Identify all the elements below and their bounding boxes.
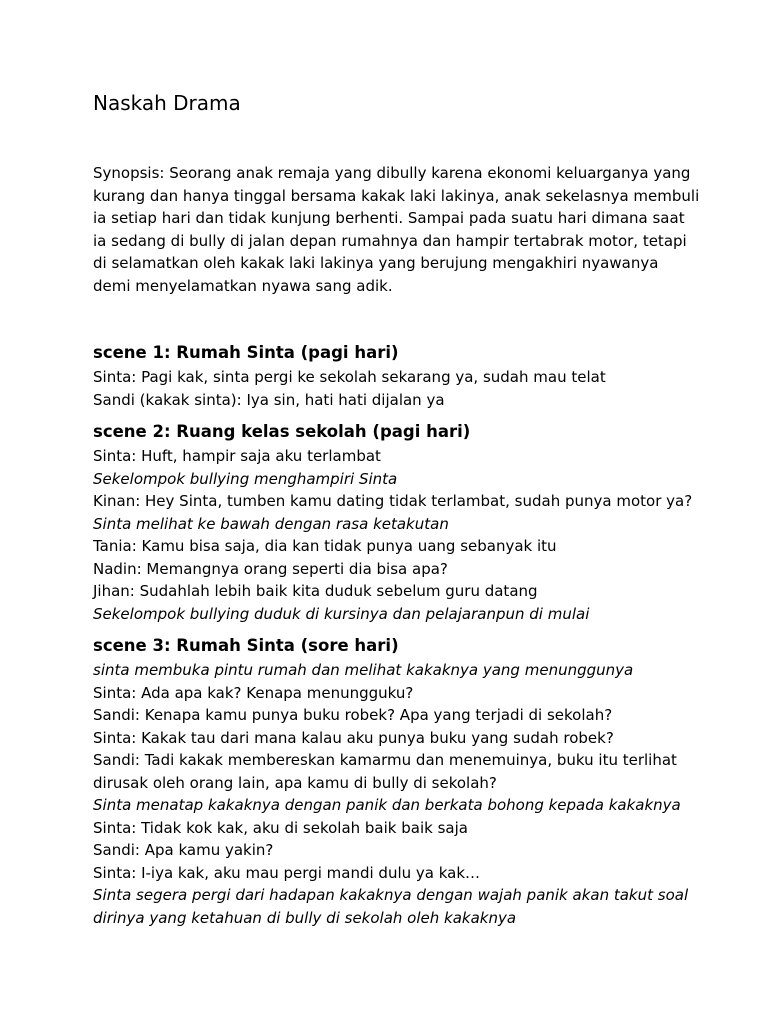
dialogue-line: Sinta: I-iya kak, aku mau pergi mandi dulu ya kak… <box>93 863 481 882</box>
dialogue-line: Sandi: Tadi kakak membereskan kamarmu dan menemuinya, buku itu terlihat <box>93 751 677 769</box>
dialogue-line: Tania: Kamu bisa saja, dia kan tidak punya uang sebanyak itu <box>93 537 557 555</box>
synopsis-line: Synopsis: Seorang anak remaja yang dibully karena ekonomi keluarganya yang <box>93 164 691 182</box>
dialogue-line: Sinta: Tidak kok kak, aku di sekolah baik baik saja <box>93 818 468 837</box>
synopsis-line: demi menyelamatkan nyawa sang adik. <box>93 276 393 295</box>
synopsis-line: kurang dan hanya tinggal bersama kakak laki lakinya, anak sekelasnya membuli <box>93 186 700 205</box>
stage-direction: sinta membuka pintu rumah dan melihat kakaknya yang menunggunya <box>93 661 634 679</box>
scene-heading: scene 2: Ruang kelas sekolah (pagi hari) <box>93 422 471 441</box>
stage-direction: Sinta menatap kakaknya dengan panik dan berkata bohong kepada kakaknya <box>93 796 681 814</box>
dialogue-line: Sinta: Ada apa kak? Kenapa menungguku? <box>93 683 414 702</box>
stage-direction: Sekelompok bullying menghampiri Sinta <box>93 469 398 488</box>
dialogue-line: Sinta: Kakak tau dari mana kalau aku punya buku yang sudah robek? <box>93 728 614 747</box>
stage-direction: Sekelompok bullying duduk di kursinya dan pelajaranpun di mulai <box>93 604 590 623</box>
stage-direction: Sinta melihat ke bawah dengan rasa ketakutan <box>93 514 449 533</box>
scene-2 <box>93 419 713 625</box>
synopsis-line: di selamatkan oleh kakak laki lakinya yang berujung mengakhiri nyawanya <box>93 254 659 272</box>
scene-heading: scene 1: Rumah Sinta (pagi hari) <box>93 343 399 362</box>
synopsis-line: ia setiap hari dan tidak kunjung berhenti. Sampai pada suatu hari dimana saat <box>93 209 685 227</box>
dialogue-line: Sinta: Pagi kak, sinta pergi ke sekolah sekarang ya, sudah mau telat <box>93 368 606 386</box>
scene-1 <box>93 340 713 411</box>
dialogue-line: Sandi: Kenapa kamu punya buku robek? Apa yang terjadi di sekolah? <box>93 706 613 724</box>
stage-direction: dirinya yang ketahuan di bully di sekolah oleh kakaknya <box>93 908 517 927</box>
dialogue-line: Kinan: Hey Sinta, tumben kamu dating tidak terlambat, sudah punya motor ya? <box>93 492 693 510</box>
dialogue-line: dirusak oleh orang lain, apa kamu di bully di sekolah? <box>93 773 497 792</box>
dialogue-line: Sandi (kakak sinta): Iya sin, hati hati dijalan ya <box>93 390 445 409</box>
document-title: Naskah Drama <box>93 91 241 115</box>
dialogue-line: Sandi: Apa kamu yakin? <box>93 841 274 859</box>
dialogue-line: Jihan: Sudahlah lebih baik kita duduk sebelum guru datang <box>93 582 538 600</box>
stage-direction: Sinta segera pergi dari hadapan kakaknya dengan wajah panik akan takut soal <box>93 886 689 904</box>
dialogue-line: Nadin: Memangnya orang seperti dia bisa apa? <box>93 559 448 578</box>
synopsis-line: ia sedang di bully di jalan depan rumahnya dan hampir tertabrak motor, tetapi <box>93 231 687 250</box>
dialogue-line: Sinta: Huft, hampir saja aku terlambat <box>93 447 381 465</box>
synopsis-paragraph <box>93 162 700 297</box>
scene-heading: scene 3: Rumah Sinta (sore hari) <box>93 636 399 655</box>
scene-3 <box>93 633 713 929</box>
script-body <box>93 340 713 937</box>
